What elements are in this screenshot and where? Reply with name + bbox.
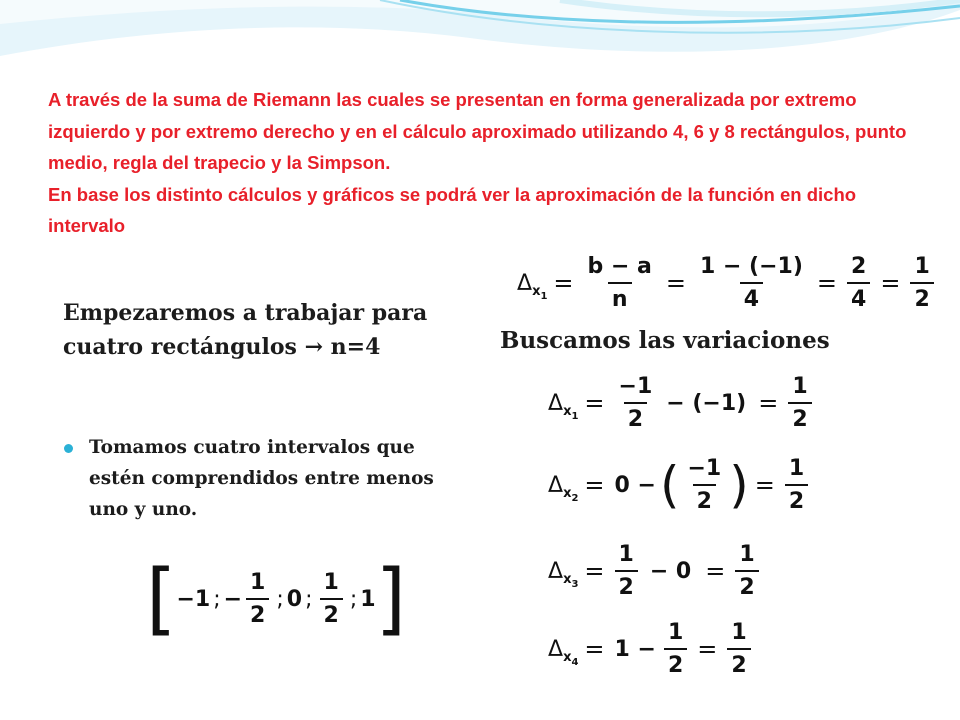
interval-expression: [ −1 ; − $\frac{1}{2}$ ; 0 ; $\frac{1}{2}$ ; 1 ] <box>146 554 406 644</box>
fraction: $\frac{1}{2}$ <box>785 456 808 514</box>
fraction: $\frac{b - a}{n}$ <box>587 254 652 312</box>
intro-paragraph-2: En base los distinto cálculos y gráficos se podrá ver la aproximación de la función en dicho intervalo <box>48 183 857 236</box>
fraction: $\frac{1}{2}$ <box>246 570 269 628</box>
fraction: $\frac{-1}{2}$ <box>618 374 653 432</box>
fraction: $\frac{1}{2}$ <box>664 620 687 678</box>
bullet-text: Tomamos cuatro intervalos que estén comprendidos entre menos uno y uno. <box>89 437 434 520</box>
fraction: $\frac{1}{2}$ <box>910 254 933 312</box>
fraction: $\frac{1}{2}$ <box>320 570 343 628</box>
formula-delta-3: Δ $x_3$ = $\frac{1}{2}$ − 0 = $\frac{1}{2}$ <box>548 542 763 600</box>
formula-delta-4: Δ $x_4$ = 1 − $\frac{1}{2}$ = $\frac{1}{2}$ <box>548 620 755 678</box>
formula-delta-2: Δ $x_2$ = 0 − ( $\frac{-1}{2}$ ) = $\frac{1}{2}$ <box>548 456 812 514</box>
intro-text <box>48 84 928 242</box>
fraction: $\frac{2}{4}$ <box>847 254 870 312</box>
fraction: $\frac{1}{2}$ <box>788 374 811 432</box>
formula-delta-general: Δ $x_1$ = $\frac{b - a}{n}$ = $\frac{1 - (-1)}{4}$ = $\frac{2}{4}$ = $\frac{1}{2}$ <box>517 254 938 312</box>
fraction: $\frac{-1}{2}$ <box>687 456 722 514</box>
variations-title: Buscamos las variaciones <box>500 327 830 354</box>
fraction: $\frac{1}{2}$ <box>727 620 750 678</box>
section-heading: Empezaremos a trabajar para cuatro rectángulos → n=4 <box>63 300 428 360</box>
fraction: $\frac{1 - (-1)}{4}$ <box>700 254 803 312</box>
fraction: $\frac{1}{2}$ <box>735 542 758 600</box>
delta-symbol: Δ <box>517 270 533 296</box>
bullet-item <box>64 432 474 525</box>
fraction: $\frac{1}{2}$ <box>615 542 638 600</box>
formula-delta-1: Δ $x_1$ = $\frac{-1}{2}$ − (−1) = $\frac{1}{2}$ <box>548 374 816 432</box>
bullet-dot-icon <box>64 444 73 453</box>
intro-paragraph-1: A través de la suma de Riemann las cuales se presentan en forma generalizada por extremo izquierdo y por extremo derecho y en el cálculo aproximado utilizando 4, 6 y 8 rectángulos, punto medio, regla del trapecio y la Simpson. <box>48 89 907 173</box>
